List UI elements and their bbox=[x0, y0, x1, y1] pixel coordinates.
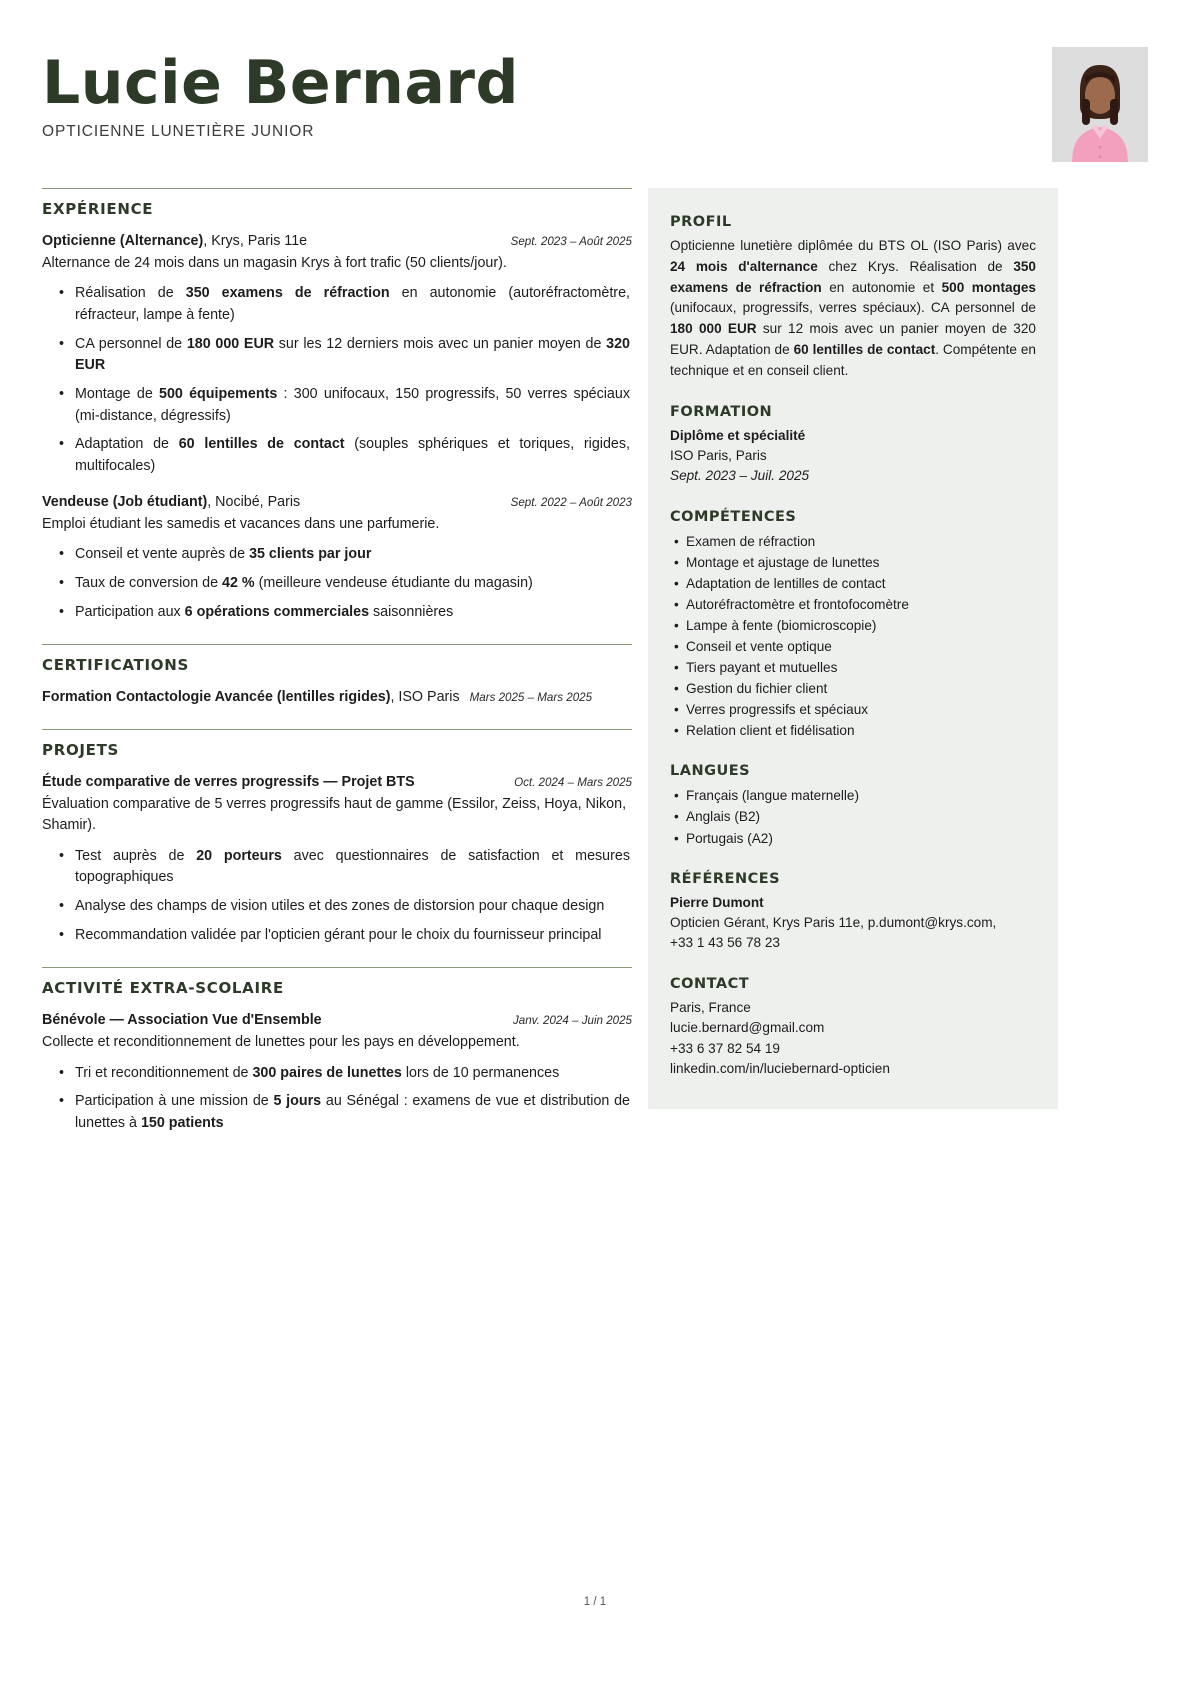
list-item: • Participation à une mission de 5 jours au Sénégal : examens de vue et distribution de lunettes à 150 patients bbox=[75, 1091, 632, 1134]
section-title-certifications: CERTIFICATIONS bbox=[42, 656, 189, 675]
experience-entry bbox=[42, 231, 632, 478]
entry-role: Étude comparative de verres progressifs — Projet BTS bbox=[42, 773, 415, 790]
main-column bbox=[42, 188, 632, 1156]
reference-name: Pierre Dumont bbox=[670, 894, 764, 910]
entry-bullets bbox=[42, 544, 632, 623]
list-item: • Examen de réfraction bbox=[686, 531, 1036, 552]
list-item: • Autoréfractomètre et frontofocomètre bbox=[686, 594, 1036, 615]
section-divider bbox=[42, 644, 632, 645]
entry-bullets bbox=[42, 283, 632, 478]
contact-email[interactable]: lucie.bernard@gmail.com bbox=[670, 1020, 825, 1036]
certification-entry bbox=[42, 687, 632, 708]
section-projects bbox=[42, 729, 632, 946]
section-title-projects: PROJETS bbox=[42, 740, 120, 759]
formation-dates: Sept. 2023 – Juil. 2025 bbox=[670, 468, 810, 484]
sidebar-section-contact bbox=[670, 976, 1036, 1080]
list-item: • Adaptation de 60 lentilles de contact (souples sphériques et toriques, rigides, multifocales) bbox=[75, 434, 632, 477]
list-item: • CA personnel de 180 000 EUR sur les 12 derniers mois avec un panier moyen de 320 EUR bbox=[75, 334, 632, 377]
list-item: • Lampe à fente (biomicroscopie) bbox=[686, 615, 1036, 636]
list-item: • Portugais (A2) bbox=[686, 828, 1036, 849]
section-experience bbox=[42, 188, 632, 623]
section-divider bbox=[42, 967, 632, 968]
job-subtitle: OPTICIENNE LUNETIÈRE JUNIOR bbox=[42, 123, 315, 140]
entry-header bbox=[42, 772, 632, 793]
list-item: • Test auprès de 20 porteurs avec questionnaires de satisfaction et mesures topographiques bbox=[75, 846, 632, 889]
entry-header bbox=[42, 492, 632, 513]
portrait-photo-icon bbox=[1052, 47, 1148, 162]
list-item: • Montage et ajustage de lunettes bbox=[686, 552, 1036, 573]
resume-header bbox=[42, 48, 1148, 172]
sidebar-section-formation bbox=[670, 404, 1036, 487]
section-divider bbox=[42, 729, 632, 730]
sidebar-section-profil bbox=[670, 214, 1036, 382]
contact-linkedin[interactable]: linkedin.com/in/luciebernard-opticien bbox=[670, 1060, 890, 1076]
extracurricular-entry bbox=[42, 1010, 632, 1134]
sidebar-section-competences bbox=[670, 509, 1036, 742]
formation-school: ISO Paris, Paris bbox=[670, 447, 767, 463]
experience-entry bbox=[42, 492, 632, 623]
sidebar-title-langues: LANGUES bbox=[670, 763, 751, 780]
entry-date: Sept. 2023 – Août 2025 bbox=[510, 235, 632, 248]
section-title-experience: EXPÉRIENCE bbox=[42, 200, 154, 218]
entry-role: Formation Contactologie Avancée (lentilles rigides), ISO Paris bbox=[42, 689, 460, 706]
sidebar-title-formation: FORMATION bbox=[670, 403, 773, 420]
list-item: • Français (langue maternelle) bbox=[686, 785, 1036, 806]
list-item: • Taux de conversion de 42 % (meilleure vendeuse étudiante du magasin) bbox=[75, 573, 632, 595]
entry-header bbox=[42, 231, 632, 252]
list-item: • Réalisation de 350 examens de réfraction en autonomie (autoréfractomètre, réfracteur, lampe à fente) bbox=[75, 283, 632, 326]
section-certifications bbox=[42, 644, 632, 708]
sidebar-section-langues bbox=[670, 763, 1036, 848]
list-item: • Gestion du fichier client bbox=[686, 678, 1036, 699]
list-item: • Tiers payant et mutuelles bbox=[686, 657, 1036, 678]
competences-list bbox=[670, 531, 1036, 742]
page-title: Lucie Bernard bbox=[42, 48, 519, 118]
list-item: • Conseil et vente optique bbox=[686, 636, 1036, 657]
reference-phone: +33 1 43 56 78 23 bbox=[670, 935, 780, 951]
section-extracurricular bbox=[42, 967, 632, 1134]
profil-text: Opticienne lunetière diplômée du BTS OL (ISO Paris) avec 24 mois d'alternance chez Krys. Réalisation de 350 examens de réfraction en autonomie et 500 montages (unifocaux, progressifs, verres spéciaux). CA personnel de 180 000 EUR sur 12 mois avec un panier moyen de 320 EUR. Adaptation de 60 lentilles de contact. Compétente en technique et en conseil client. bbox=[670, 238, 1036, 378]
list-item: • Tri et reconditionnement de 300 paires de lunettes lors de 10 permanences bbox=[75, 1063, 632, 1085]
langues-list bbox=[670, 785, 1036, 848]
section-divider bbox=[42, 188, 632, 189]
entry-date: Mars 2025 – Mars 2025 bbox=[469, 691, 593, 705]
avatar bbox=[1052, 47, 1148, 162]
reference-details: Opticien Gérant, Krys Paris 11e, p.dumont@krys.com, bbox=[670, 914, 997, 930]
list-item: • Recommandation validée par l'opticien gérant pour le choix du fournisseur principal bbox=[75, 925, 632, 947]
entry-role: Vendeuse (Job étudiant), Nocibé, Paris bbox=[42, 493, 301, 510]
entry-description: Alternance de 24 mois dans un magasin Krys à fort trafic (50 clients/jour). bbox=[42, 254, 507, 271]
list-item: • Analyse des champs de vision utiles et des zones de distorsion pour chaque design bbox=[75, 896, 632, 918]
sidebar-section-references bbox=[670, 871, 1036, 954]
list-item: • Verres progressifs et spéciaux bbox=[686, 699, 1036, 720]
entry-bullets bbox=[42, 846, 632, 947]
list-item: • Adaptation de lentilles de contact bbox=[686, 573, 1036, 594]
entry-header bbox=[42, 1010, 632, 1031]
sidebar-title-competences: COMPÉTENCES bbox=[670, 508, 797, 525]
contact-phone: +33 6 37 82 54 19 bbox=[670, 1040, 780, 1056]
sidebar-title-contact: CONTACT bbox=[670, 975, 750, 992]
contact-location: Paris, France bbox=[670, 999, 751, 1015]
entry-description: Emploi étudiant les samedis et vacances dans une parfumerie. bbox=[42, 515, 440, 532]
list-item: • Conseil et vente auprès de 35 clients par jour bbox=[75, 544, 632, 566]
entry-bullets bbox=[42, 1063, 632, 1135]
entry-date: Oct. 2024 – Mars 2025 bbox=[514, 775, 632, 789]
entry-description: Collecte et reconditionnement de lunettes pour les pays en développement. bbox=[42, 1034, 520, 1051]
entry-date: Janv. 2024 – Juin 2025 bbox=[512, 1014, 632, 1028]
list-item: • Participation aux 6 opérations commerciales saisonnières bbox=[75, 602, 632, 624]
list-item: • Anglais (B2) bbox=[686, 806, 1036, 827]
entry-description: Évaluation comparative de 5 verres progressifs haut de gamme (Essilor, Zeiss, Hoya, Nikon, Shamir). bbox=[42, 795, 627, 834]
section-title-extracurricular: ACTIVITÉ EXTRA-SCOLAIRE bbox=[42, 979, 284, 998]
list-item: • Relation client et fidélisation bbox=[686, 720, 1036, 741]
page-indicator: 1 / 1 bbox=[583, 1596, 607, 1608]
project-entry bbox=[42, 772, 632, 946]
sidebar bbox=[648, 188, 1058, 1109]
list-item: • Montage de 500 équipements : 300 unifocaux, 150 progressifs, 50 verres spéciaux (mi-distance, dégressifs) bbox=[75, 384, 632, 427]
sidebar-title-profil: PROFIL bbox=[670, 214, 732, 230]
entry-date: Sept. 2022 – Août 2023 bbox=[510, 495, 632, 509]
entry-role: Bénévole — Association Vue d'Ensemble bbox=[42, 1012, 322, 1029]
formation-degree: Diplôme et spécialité bbox=[670, 427, 806, 443]
entry-role: Opticienne (Alternance), Krys, Paris 11e bbox=[42, 233, 308, 249]
sidebar-title-references: RÉFÉRENCES bbox=[670, 870, 781, 887]
entry-header bbox=[42, 687, 632, 708]
